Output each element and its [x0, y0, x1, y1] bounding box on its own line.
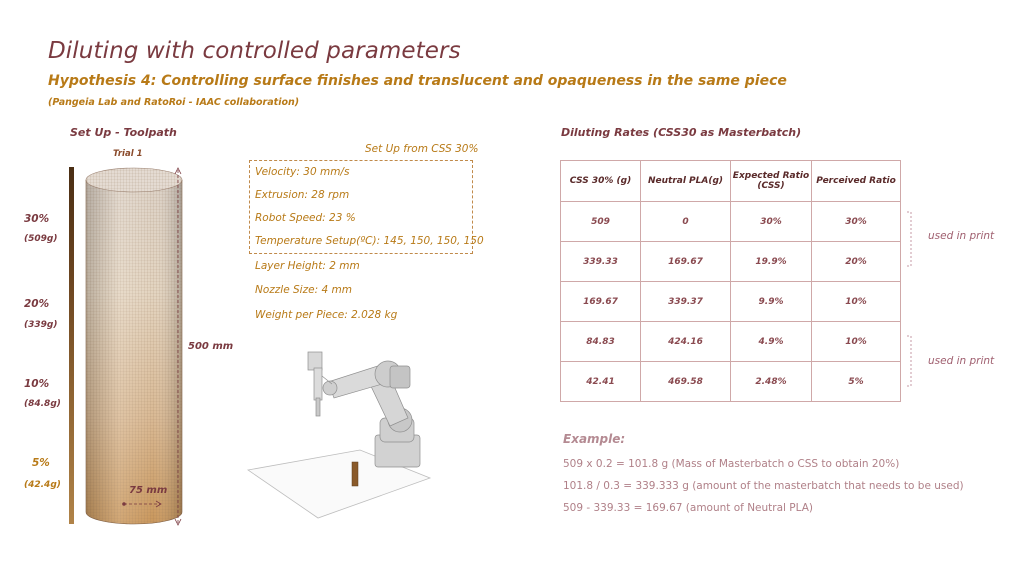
- header-neutral-pla: Neutral PLA(g): [641, 161, 731, 202]
- level-5-pct: 5%: [32, 457, 50, 469]
- level-10-mass: (84.8g): [24, 399, 61, 409]
- example-line-1: 509 x 0.2 = 101.8 g (Mass of Masterbatch o CSS to obtain 20%): [563, 458, 900, 470]
- param-layer-height: Layer Height: 2 mm: [255, 260, 360, 272]
- cell: 469.58: [641, 362, 731, 402]
- cell: 30%: [812, 202, 901, 242]
- setup-title: Set Up from CSS 30%: [365, 143, 479, 155]
- param-robot-speed: Robot Speed: 23 %: [255, 212, 356, 224]
- cell: 30%: [731, 202, 812, 242]
- cell: 169.67: [641, 242, 731, 282]
- header-expected-ratio: Expected Ratio (CSS): [731, 161, 812, 202]
- table-row: [561, 362, 901, 402]
- example-title: Example:: [563, 432, 626, 446]
- table-row: [561, 322, 901, 362]
- cell: 42.41: [561, 362, 641, 402]
- robot-arm-illustration: [240, 340, 440, 520]
- page-title: Diluting with controlled parameters: [48, 38, 461, 64]
- rates-section-title: Diluting Rates (CSS30 as Masterbatch): [561, 126, 802, 139]
- level-30-mass: (509g): [24, 234, 58, 244]
- cell: 509: [561, 202, 641, 242]
- trial-label: Trial 1: [113, 149, 143, 159]
- cell: 0: [641, 202, 731, 242]
- example-line-2: 101.8 / 0.3 = 339.333 g (amount of the masterbatch that needs to be used): [563, 480, 964, 492]
- hypothesis-subtitle: Hypothesis 4: Controlling surface finishes and translucent and opaqueness in the same piece: [48, 73, 787, 89]
- diameter-label: 75 mm: [129, 485, 168, 496]
- cell: 4.9%: [731, 322, 812, 362]
- table-row: [561, 282, 901, 322]
- diluting-rates-table: [560, 160, 901, 402]
- cell: 424.16: [641, 322, 731, 362]
- table-row: [561, 242, 901, 282]
- cell: 339.37: [641, 282, 731, 322]
- cell: 2.48%: [731, 362, 812, 402]
- param-weight: Weight per Piece: 2.028 kg: [255, 309, 398, 321]
- cell: 5%: [812, 362, 901, 402]
- cell: 169.67: [561, 282, 641, 322]
- table-row: [561, 202, 901, 242]
- param-temperature: Temperature Setup(ºC): 145, 150, 150, 150: [255, 235, 484, 247]
- param-extrusion: Extrusion: 28 rpm: [255, 189, 350, 201]
- level-30-pct: 30%: [24, 213, 50, 225]
- table-header-row: [561, 161, 901, 202]
- bracket-used-2: [906, 334, 916, 390]
- height-dimension-line: [172, 167, 184, 527]
- header-perceived-ratio: Perceived Ratio: [812, 161, 901, 202]
- collaboration-note: (Pangeia Lab and RatoRoi - IAAC collaboration): [48, 97, 300, 108]
- color-gradient-bar: [69, 167, 74, 524]
- cell: 9.9%: [731, 282, 812, 322]
- used-in-print-label-2: used in print: [928, 355, 995, 367]
- cell: 339.33: [561, 242, 641, 282]
- bracket-used-1: [906, 210, 916, 270]
- cell: 20%: [812, 242, 901, 282]
- cell: 10%: [812, 282, 901, 322]
- cell: 10%: [812, 322, 901, 362]
- cylinder-toolpath-illustration: [84, 166, 184, 528]
- level-5-mass: (42.4g): [24, 480, 61, 490]
- param-velocity: Velocity: 30 mm/s: [255, 166, 350, 178]
- level-10-pct: 10%: [24, 378, 50, 390]
- level-20-pct: 20%: [24, 298, 50, 310]
- param-nozzle-size: Nozzle Size: 4 mm: [255, 284, 352, 296]
- cell: 84.83: [561, 322, 641, 362]
- height-label: 500 mm: [188, 341, 234, 352]
- toolpath-section-title: Set Up - Toolpath: [70, 126, 177, 139]
- cell: 19.9%: [731, 242, 812, 282]
- used-in-print-label-1: used in print: [928, 230, 995, 242]
- level-20-mass: (339g): [24, 320, 58, 330]
- header-css: CSS 30% (g): [561, 161, 641, 202]
- example-line-3: 509 - 339.33 = 169.67 (amount of Neutral PLA): [563, 502, 813, 514]
